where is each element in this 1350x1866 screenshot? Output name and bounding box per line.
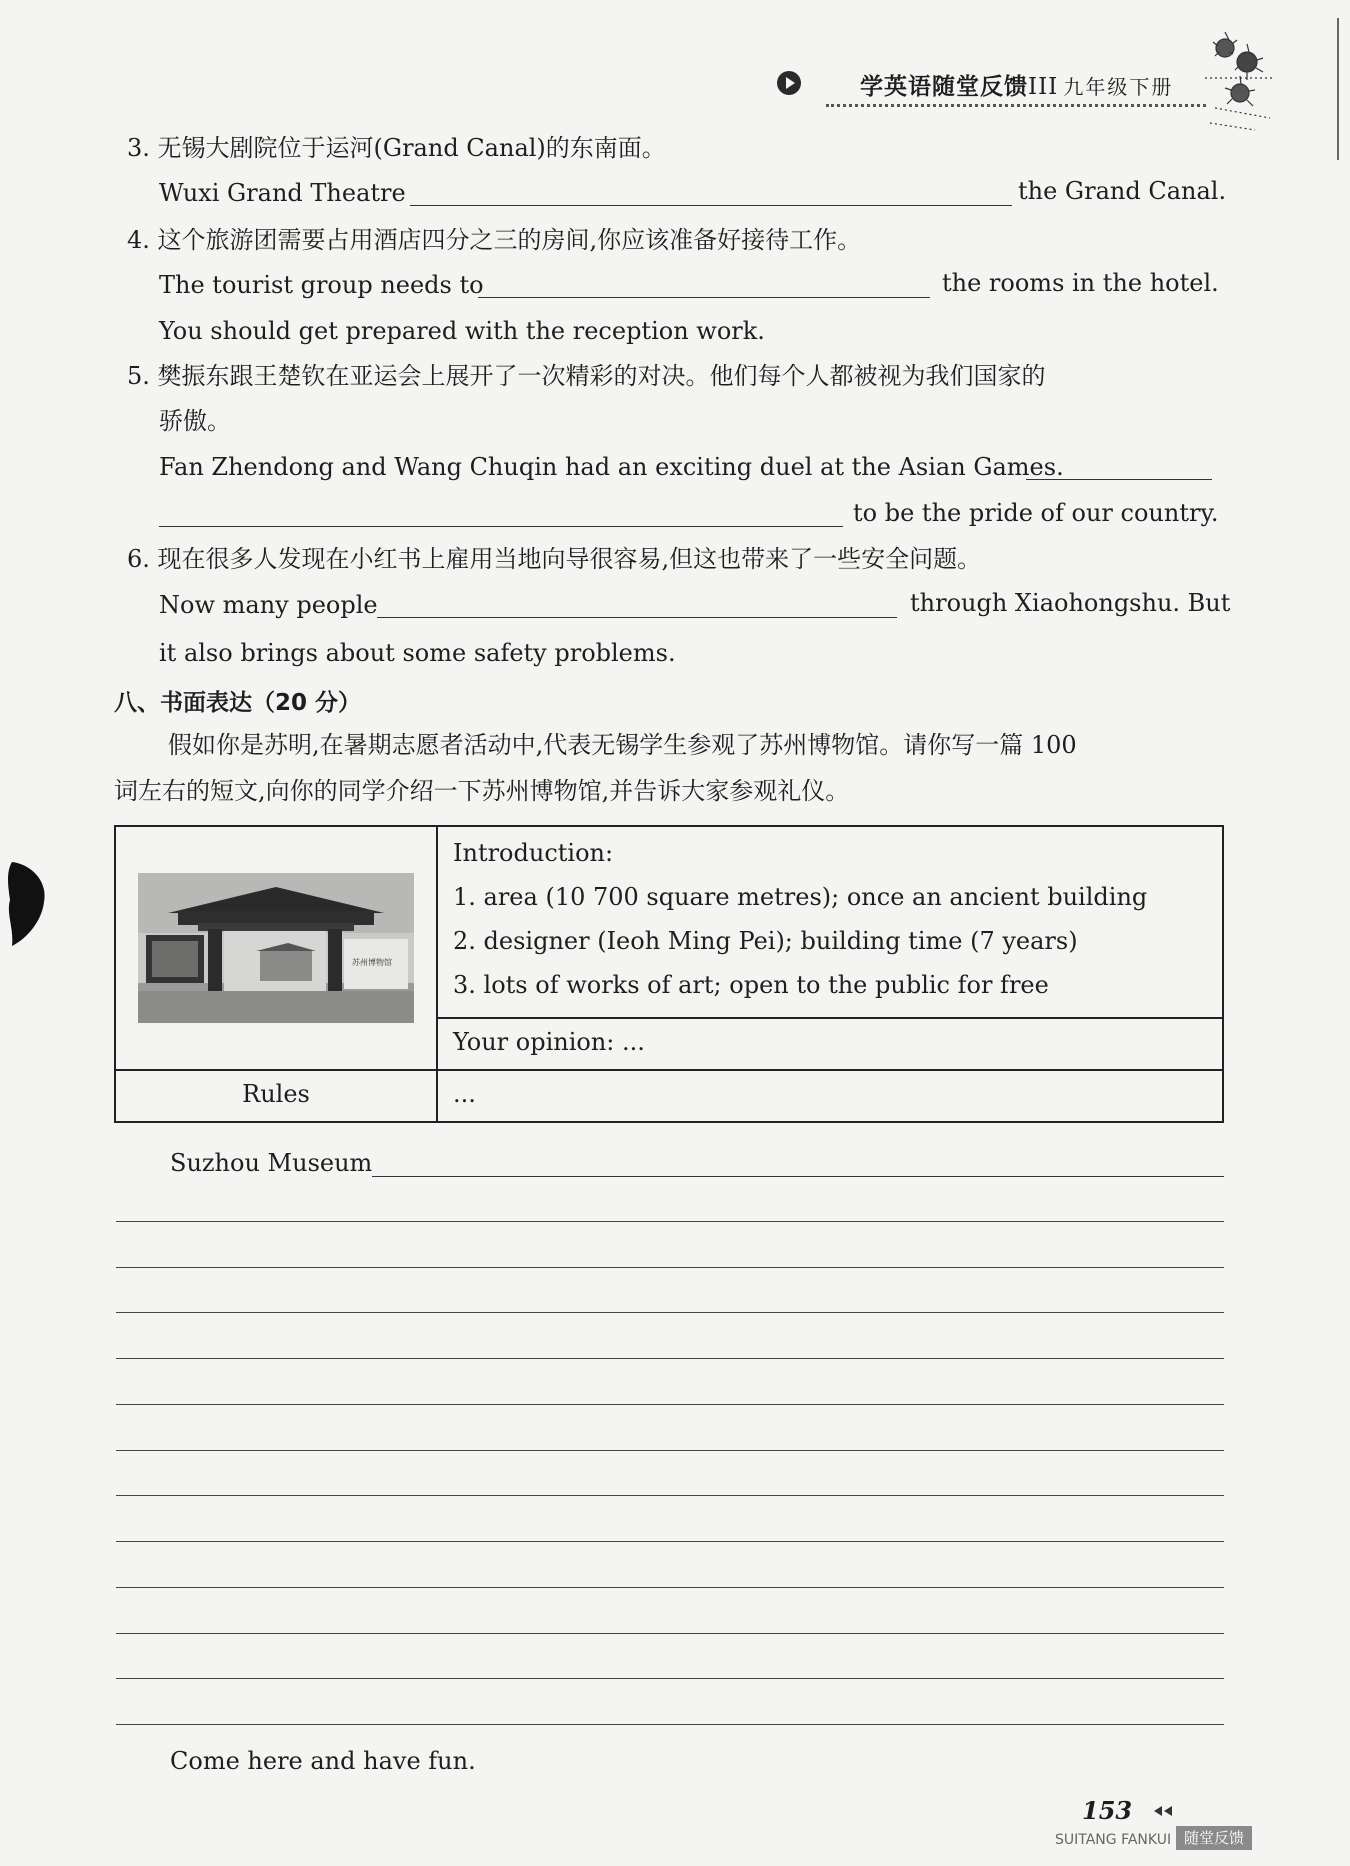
header-dotted-rule: [826, 104, 1206, 107]
photo-sign-text: 苏州博物馆: [352, 958, 392, 967]
sentence-continuation: it also brings about some safety problems.: [159, 639, 676, 667]
sentence-start: The tourist group needs to: [159, 271, 484, 299]
question-number: 5.: [127, 362, 150, 390]
essay-line[interactable]: [116, 1404, 1224, 1405]
question-number: 3.: [127, 134, 150, 162]
essay-line[interactable]: [116, 1450, 1224, 1451]
museum-photo: [138, 873, 414, 1023]
sentence-end: the rooms in the hotel.: [942, 269, 1219, 297]
question-chinese-cont: 骄傲。: [159, 407, 231, 435]
essay-line[interactable]: [116, 1495, 1224, 1496]
essay-line[interactable]: [116, 1267, 1224, 1268]
answer-blank[interactable]: [1026, 479, 1212, 480]
question-chinese: 无锡大剧院位于运河(Grand Canal)的东南面。: [157, 134, 666, 162]
question-chinese: 现在很多人发现在小红书上雇用当地向导很容易,但这也带来了一些安全问题。: [157, 545, 982, 573]
essay-line[interactable]: [116, 1358, 1224, 1359]
rules-label-cell: [115, 1070, 437, 1122]
sentence-start: Wuxi Grand Theatre: [159, 179, 406, 207]
sentence-end: the Grand Canal.: [1018, 177, 1227, 205]
question-chinese: 樊振东跟王楚钦在亚运会上展开了一次精彩的对决。他们每个人都被视为我们国家的: [157, 362, 1046, 390]
book-title: 学英语随堂反馈: [860, 74, 1028, 100]
essay-line[interactable]: [116, 1633, 1224, 1634]
play-icon: [776, 70, 802, 96]
flower-decoration-icon: [1185, 18, 1285, 138]
essay-start-text: Suzhou Museum: [170, 1149, 373, 1177]
answer-blank[interactable]: [377, 617, 897, 618]
brand-chinese: 随堂反馈: [1176, 1826, 1252, 1850]
sentence-start: Now many people: [159, 591, 378, 619]
page-number: 153: [1082, 1796, 1133, 1825]
question-number: 6.: [127, 545, 150, 573]
book-series: III: [1028, 74, 1059, 100]
opinion-text: Your opinion: ...: [453, 1028, 645, 1056]
writing-prompt-line-2: 词左右的短文,向你的同学介绍一下苏州博物馆,并告诉大家参观礼仪。: [114, 777, 850, 805]
rules-value: ...: [453, 1080, 476, 1108]
brand-english: SUITANG FANKUI: [1055, 1832, 1172, 1848]
answer-blank[interactable]: [478, 297, 930, 298]
essay-line[interactable]: [372, 1176, 1224, 1177]
rules-value-cell: [437, 1070, 1223, 1122]
question-number: 4.: [127, 226, 150, 254]
question-chinese: 这个旅游团需要占用酒店四分之三的房间,你应该准备好接待工作。: [157, 226, 862, 254]
introduction-item-3: 3. lots of works of art; open to the public for free: [453, 971, 1049, 999]
book-grade: 九年级下册: [1063, 75, 1174, 99]
essay-line[interactable]: [116, 1678, 1224, 1679]
essay-line[interactable]: [116, 1221, 1224, 1222]
essay-line[interactable]: [116, 1587, 1224, 1588]
essay-line[interactable]: [116, 1724, 1224, 1725]
answer-blank[interactable]: [159, 526, 843, 527]
double-arrow-left-icon: [1150, 1804, 1174, 1818]
introduction-item-1: 1. area (10 700 square metres); once an ancient building: [453, 883, 1148, 911]
writing-prompt-line-1: 假如你是苏明,在暑期志愿者活动中,代表无锡学生参观了苏州博物馆。请你写一篇 100: [168, 731, 1077, 759]
essay-line[interactable]: [116, 1312, 1224, 1313]
essay-line[interactable]: [116, 1541, 1224, 1542]
introduction-cell: [437, 826, 1223, 1018]
sentence-end: through Xiaohongshu. But: [910, 589, 1231, 617]
sentence-end: to be the pride of our country.: [853, 499, 1219, 527]
ink-blot: [4, 858, 48, 948]
right-margin-line: [1337, 18, 1339, 160]
essay-end-text: Come here and have fun.: [170, 1747, 476, 1775]
introduction-heading: Introduction:: [453, 839, 614, 867]
introduction-item-2: 2. designer (Ieoh Ming Pei); building time (7 years): [453, 927, 1078, 955]
sentence-continuation: You should get prepared with the reception work.: [159, 317, 765, 345]
section-title: 八、书面表达（20 分）: [114, 690, 362, 716]
museum-photo-cell: [115, 826, 437, 1070]
info-table: [114, 825, 1224, 1123]
answer-blank[interactable]: [410, 205, 1012, 206]
rules-label: Rules: [242, 1080, 310, 1108]
sentence-start: Fan Zhendong and Wang Chuqin had an exciting duel at the Asian Games.: [159, 453, 1064, 481]
opinion-cell: [437, 1018, 1223, 1070]
